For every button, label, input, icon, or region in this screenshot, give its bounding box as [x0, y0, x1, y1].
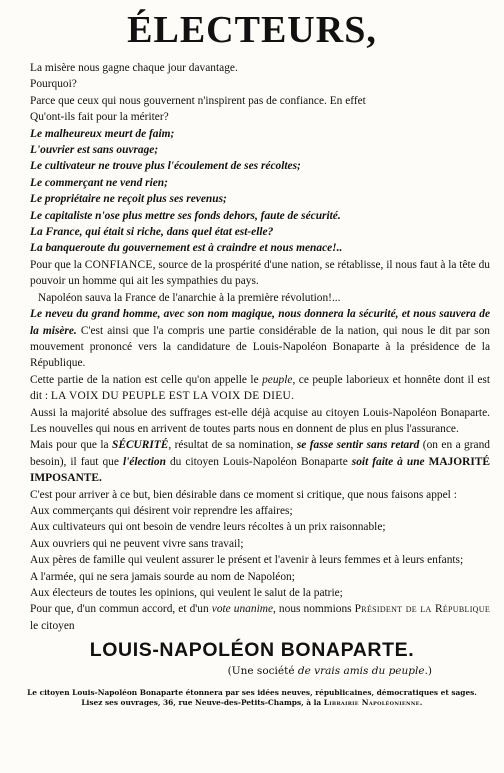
emphasis-securite: SÉCURITÉ	[112, 439, 169, 452]
text-span: du citoyen Louis-Napoléon Bonaparte	[165, 455, 352, 468]
grievance-line: Le commerçant ne vend rien;	[30, 176, 168, 189]
text-span: , source de la prospérité d'une nation, se rétablisse, il nous faut à la tête du pouvoir un homme qui ait les sympathies du pays.	[30, 258, 490, 288]
appeal-line: A l'armée, qui ne sera jamais sourde au nom de Napoléon;	[30, 570, 295, 583]
appeal-line: Aux commerçants qui désirent voir reprendre les affaires;	[30, 504, 293, 517]
text-span: , résultat de sa nomination,	[168, 439, 297, 452]
text-span: , ce peuple laborieux et honnête dont il est dit :	[30, 373, 490, 403]
text-span: C'est ainsi que l'a compris une partie considérable de la nation, qui nous le dit par son mouvement prononcé vers la candidature de Louis-Napoléon Bonaparte à la présidence de la République.	[30, 324, 490, 370]
text-line: Qu'ont-ils fait pour la mériter?	[30, 111, 169, 124]
appeal-line-final	[14, 601, 490, 634]
paragraph-majorite: Aussi la majorité absolue des suffrages est-elle déjà acquise au citoyen Louis-Napoléon Bonaparte. Les nouvelles qui nous en arrivent de toutes parts nous en donnent de plus en plus l'assurance.	[30, 406, 490, 435]
grievance-line: Le propriétaire ne reçoit plus ses revenus;	[30, 193, 227, 206]
emphasis-neveu: Le neveu du grand homme, avec son nom magique, nous donnera la sécurité, et nous sauvera de la misère.	[30, 308, 490, 337]
footer-bookshop: Librairie Napoléonienne.	[323, 698, 423, 708]
footer-note	[14, 688, 490, 708]
paragraph-appel: C'est pour arriver à ce but, bien désirable dans ce moment si critique, que nous faisons appel :	[30, 488, 457, 501]
poster-title: ÉLECTEURS,	[127, 9, 377, 51]
emphasis-majorite: MAJORITÉ IMPOSANTE.	[30, 455, 490, 485]
footer-line	[14, 698, 490, 708]
paragraph-securite	[14, 437, 490, 486]
text-span: le citoyen	[30, 619, 75, 632]
text-span: Pour que, d'un commun accord, et d'un	[30, 603, 212, 616]
grievance-line: Le malheureux meurt de faim;	[30, 127, 175, 140]
appeal-line: Aux pères de famille qui veulent assurer le présent et l'avenir à leurs femmes et à leurs enfants;	[30, 554, 464, 567]
text-span: , nous nommions	[273, 603, 355, 616]
text-span: .)	[424, 665, 432, 678]
emphasis-peuple: peuple	[262, 373, 293, 386]
text-span: Lisez ses ouvrages, 36, rue Neuve-des-Petits-Champs, à la	[81, 698, 324, 708]
signature	[14, 664, 432, 678]
text-line: Parce que ceux qui nous gouvernent n'inspirent pas de confiance. En effet	[30, 94, 366, 107]
grievance-line: Le capitaliste n'ose plus mettre ses fonds dehors, faute de sécurité.	[30, 209, 341, 222]
grievance-line: Le cultivateur ne trouve plus l'écoulement de ses récoltes;	[30, 160, 301, 173]
text-span: (Une société	[227, 665, 298, 678]
appeal-line: Aux électeurs de toutes les opinions, qui veulent le salut de la patrie;	[30, 587, 343, 599]
text-span: Pour que la	[30, 258, 85, 271]
emphasis-election: l'élection	[122, 455, 166, 468]
emphasis-voix: LA VOIX DU PEUPLE EST LA VOIX DE DIEU.	[50, 390, 295, 403]
emphasis-retard: se fasse sentir sans retard	[296, 439, 420, 452]
text-line: La misère nous gagne chaque jour davantage.	[30, 62, 238, 74]
grievance-line: L'ouvrier est sans ouvrage;	[30, 144, 159, 157]
paragraph-peuple	[14, 372, 490, 405]
grievance-line: La France, qui était si riche, dans quel état est-elle?	[30, 226, 274, 239]
text-span: (on en a grand besoin), il faut que	[30, 439, 490, 468]
paragraph-neveu	[14, 306, 490, 372]
footer-line: Le citoyen Louis-Napoléon Bonaparte étonnera par ses idées neuves, républicaines, démocratiques et sages.	[27, 688, 477, 698]
candidate-name: LOUIS-NAPOLÉON BONAPARTE.	[89, 639, 415, 662]
paragraph-napoleon: Napoléon sauva la France de l'anarchie à la première révolution!...	[38, 291, 341, 304]
grievance-line: La banqueroute du gouvernement est à craindre et nous menace!..	[30, 242, 343, 255]
text-line: Pourquoi?	[30, 78, 77, 91]
text-span: Mais pour que la	[30, 439, 113, 452]
paragraph-confiance	[14, 257, 490, 290]
emphasis-president: Président de la République	[354, 603, 491, 616]
appeal-line: Aux ouvriers qui ne peuvent vivre sans travail;	[30, 537, 244, 550]
appeal-line: Aux cultivateurs qui ont besoin de vendre leurs récoltes à un prix raisonnable;	[30, 521, 386, 534]
signature-society: de vrais amis du peuple	[297, 665, 425, 678]
text-span: Cette partie de la nation est celle qu'on appelle le	[30, 373, 263, 386]
emphasis-vote: vote unanime	[211, 603, 274, 616]
poster-body	[14, 60, 490, 634]
emphasis-confiance: CONFIANCE	[84, 258, 153, 271]
emphasis-faite: soit faite à une	[351, 455, 425, 468]
